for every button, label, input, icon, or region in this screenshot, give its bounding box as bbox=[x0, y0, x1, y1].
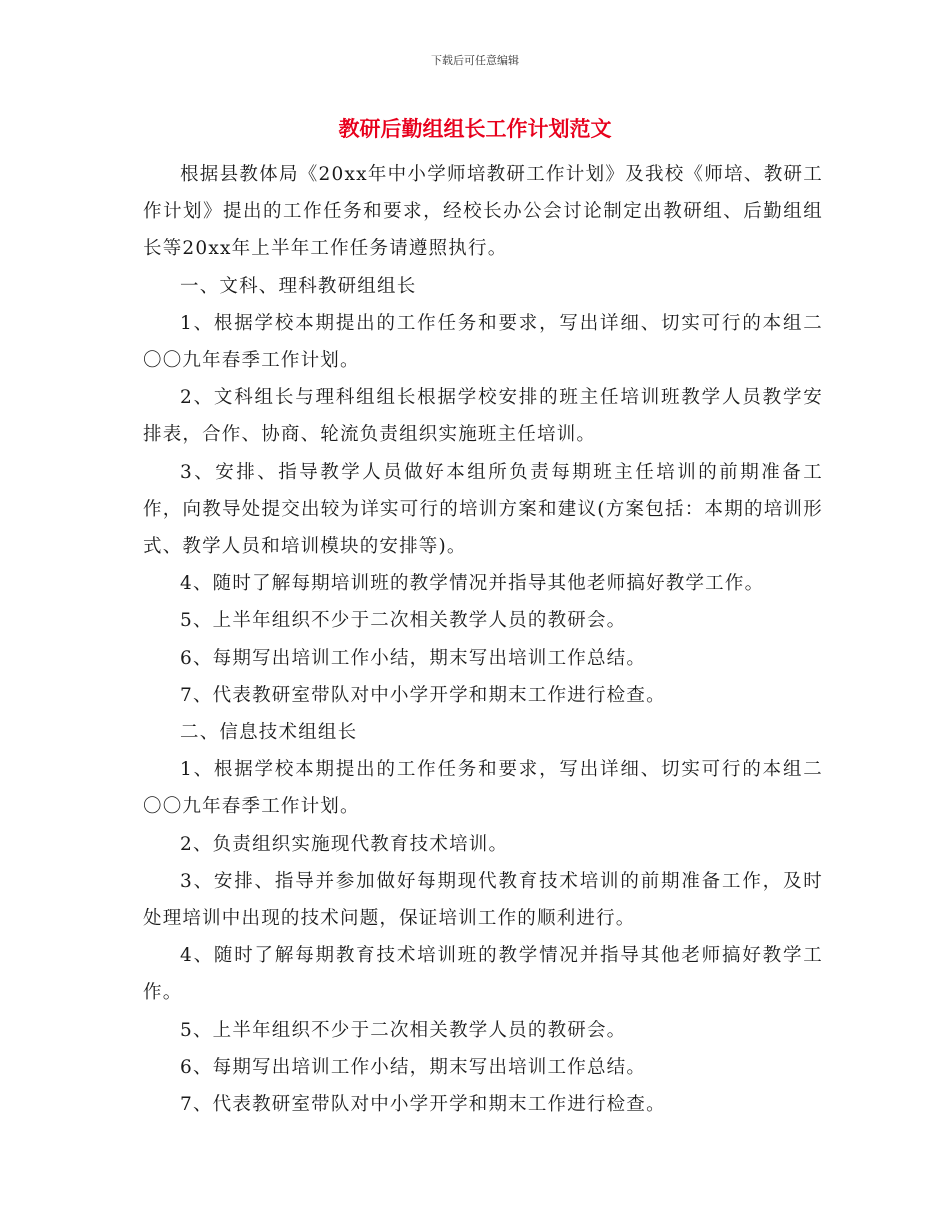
section2-item-6: 6、每期写出培训工作小结，期末写出培训工作总结。 bbox=[180, 1056, 647, 1078]
section-heading-2: 二、信息技术组组长 bbox=[180, 722, 358, 744]
section1-item-4: 4、随时了解每期培训班的教学情况并指导其他老师搞好教学工作。 bbox=[180, 573, 765, 595]
section2-item-4: 4、随时了解每期教育技术培训班的教学情况并指导其他老师搞好教学工作。 bbox=[143, 945, 823, 1004]
section1-item-7: 7、代表教研室带队对中小学开学和期末工作进行检查。 bbox=[180, 684, 666, 706]
document-title: 教研后勤组组长工作计划范文 bbox=[338, 116, 612, 141]
intro-paragraph: 根据县教体局《20xx年中小学师培教研工作计划》及我校《师培、教研工作计划》提出的工作任务和要求，经校长办公会讨论制定出教研组、后勤组组长等20xx年上半年工作任务请遵照执行。 bbox=[143, 164, 823, 260]
section1-item-6: 6、每期写出培训工作小结，期末写出培训工作总结。 bbox=[180, 647, 647, 669]
section1-item-1: 1、根据学校本期提出的工作任务和要求，写出详细、切实可行的本组二〇〇九年春季工作计划。 bbox=[143, 312, 823, 372]
section1-item-3: 3、安排、指导教学人员做好本组所负责每期班主任培训的前期准备工作，向教导处提交出较为详实可行的培训方案和建议(方案包括：本期的培训形式、教学人员和培训模块的安排等)。 bbox=[143, 461, 823, 558]
section2-item-5: 5、上半年组织不少于二次相关教学人员的教研会。 bbox=[180, 1019, 627, 1041]
section2-item-1: 1、根据学校本期提出的工作任务和要求，写出详细、切实可行的本组二〇〇九年春季工作计划。 bbox=[143, 759, 823, 818]
page-header: 下载后可任意编辑 bbox=[431, 54, 519, 67]
section1-item-5: 5、上半年组织不少于二次相关教学人员的教研会。 bbox=[180, 610, 627, 632]
section2-item-3: 3、安排、指导并参加做好每期现代教育技术培训的前期准备工作，及时处理培训中出现的技术问题，保证培训工作的顺利进行。 bbox=[143, 870, 823, 930]
section-heading-1: 一、文科、理科教研组组长 bbox=[180, 275, 417, 297]
section2-item-7: 7、代表教研室带队对中小学开学和期末工作进行检查。 bbox=[180, 1094, 666, 1116]
section1-item-2: 2、文科组长与理科组组长根据学校安排的班主任培训班教学人员教学安排表，合作、协商、轮流负责组织实施班主任培训。 bbox=[143, 387, 823, 446]
section2-item-2: 2、负责组织实施现代教育技术培训。 bbox=[180, 833, 509, 855]
document-body bbox=[143, 156, 823, 1123]
